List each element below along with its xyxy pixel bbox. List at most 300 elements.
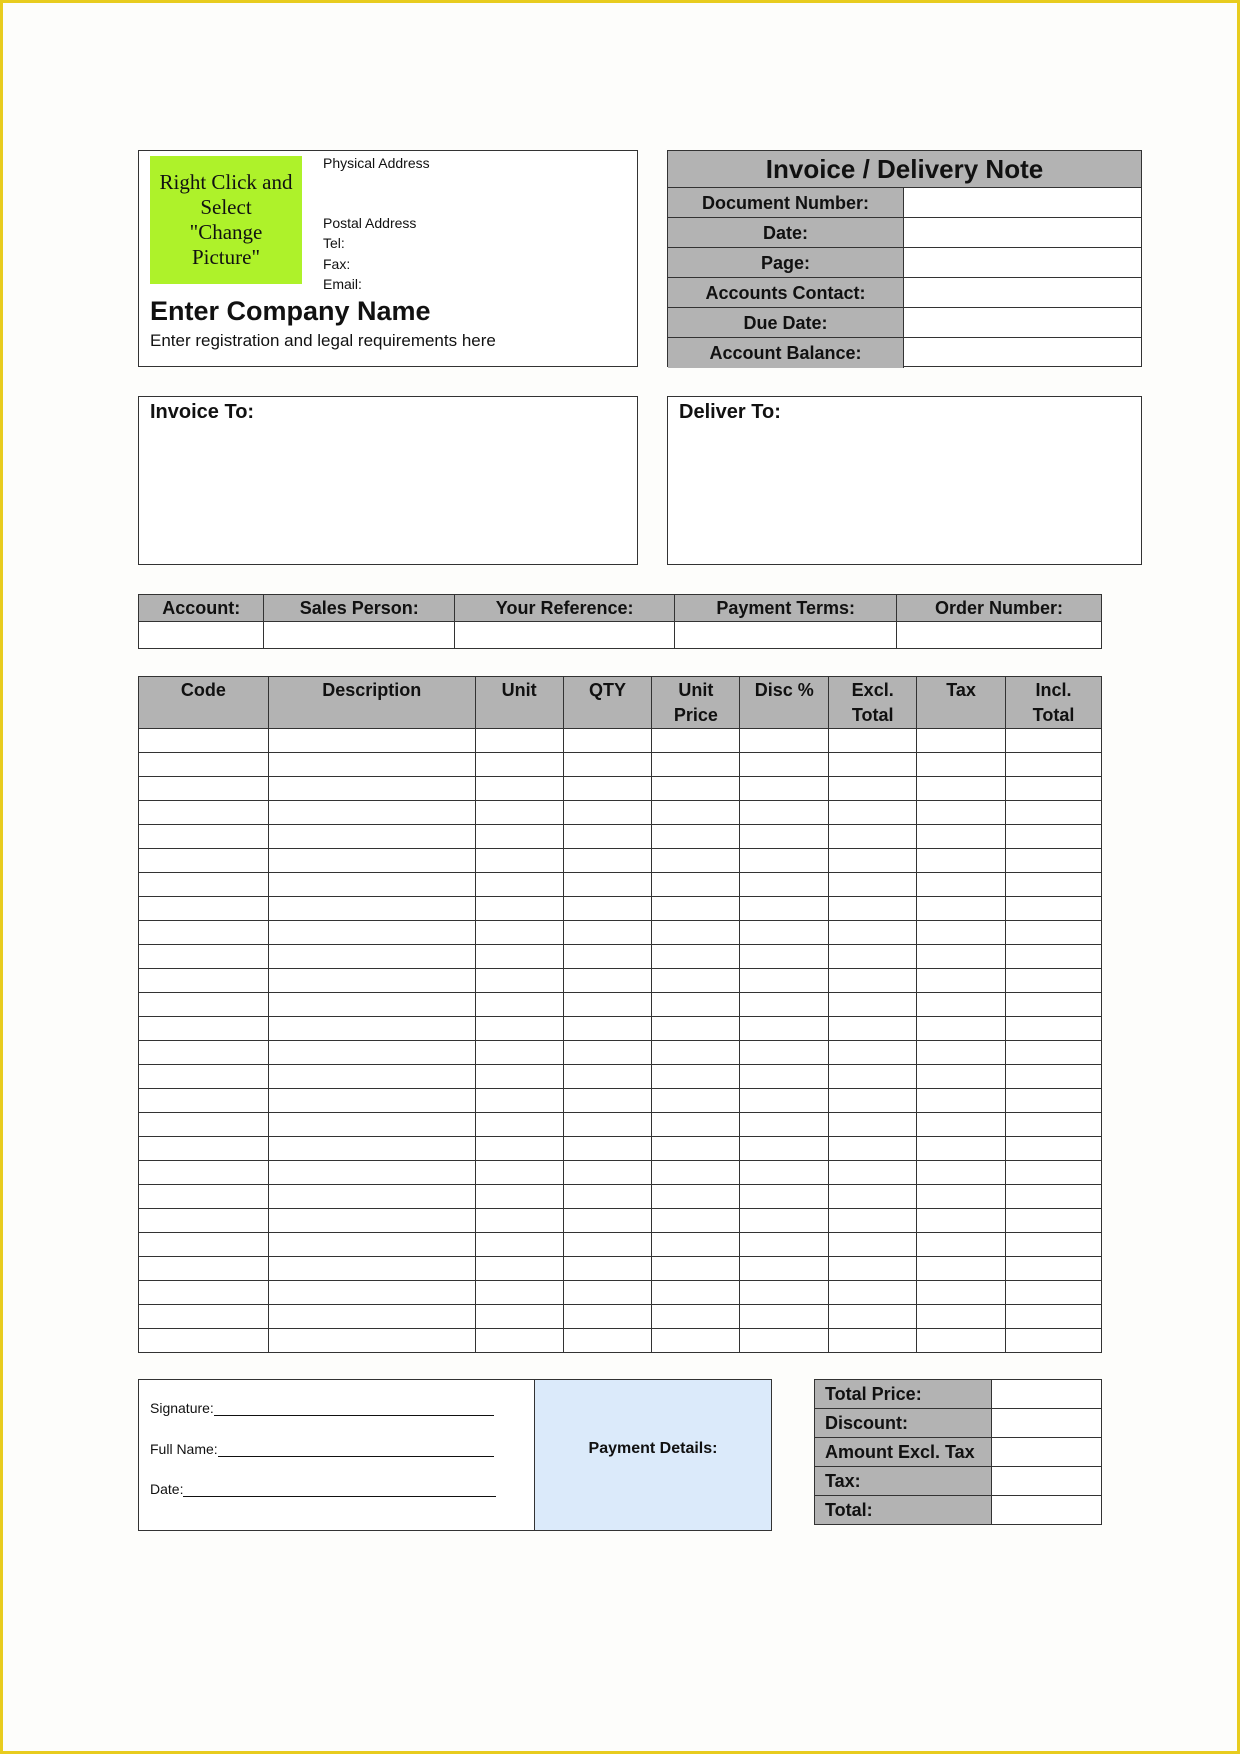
description-cell[interactable] <box>268 897 475 921</box>
qty-cell[interactable] <box>563 1137 652 1161</box>
unit-cell[interactable] <box>475 1209 563 1233</box>
qty-cell[interactable] <box>563 801 652 825</box>
tel-label: Tel: <box>323 235 345 251</box>
incl-total-cell[interactable] <box>1006 1257 1102 1281</box>
code-cell[interactable] <box>139 1017 269 1041</box>
invoice-field-value[interactable] <box>905 278 1141 307</box>
qty-cell[interactable] <box>563 1089 652 1113</box>
description-cell[interactable] <box>268 1329 475 1353</box>
unit-cell[interactable] <box>475 897 563 921</box>
excl-total-cell[interactable] <box>829 1113 917 1137</box>
unit-cell[interactable] <box>475 849 563 873</box>
unit-price-cell[interactable] <box>652 921 740 945</box>
code-cell[interactable] <box>139 945 269 969</box>
incl-total-cell[interactable] <box>1006 1281 1102 1305</box>
table-row <box>139 1305 1102 1329</box>
code-cell[interactable] <box>139 1041 269 1065</box>
unit-cell[interactable] <box>475 1017 563 1041</box>
excl-total-cell[interactable] <box>829 1329 917 1353</box>
code-cell[interactable] <box>139 777 269 801</box>
code-cell[interactable] <box>139 969 269 993</box>
excl-total-cell[interactable] <box>829 753 917 777</box>
unit-cell[interactable] <box>475 1185 563 1209</box>
date-sig-label: Date: <box>150 1481 184 1497</box>
unit-price-cell[interactable] <box>652 1065 740 1089</box>
unit-price-cell[interactable] <box>652 1281 740 1305</box>
disc-percent-cell[interactable] <box>740 1185 829 1209</box>
unit-price-cell[interactable] <box>652 1329 740 1353</box>
qty-cell[interactable] <box>563 993 652 1017</box>
unit-price-cell[interactable] <box>652 1233 740 1257</box>
unit-cell[interactable] <box>475 1233 563 1257</box>
disc-percent-cell[interactable] <box>740 1329 829 1353</box>
code-cell[interactable] <box>139 993 269 1017</box>
description-cell[interactable] <box>268 825 475 849</box>
qty-cell[interactable] <box>563 1065 652 1089</box>
signature-field[interactable] <box>150 1400 494 1416</box>
table-row <box>139 945 1102 969</box>
code-cell[interactable] <box>139 1089 269 1113</box>
invoice-field-value[interactable] <box>905 308 1141 337</box>
unit-cell[interactable] <box>475 993 563 1017</box>
description-cell[interactable] <box>268 1113 475 1137</box>
unit-price-cell[interactable] <box>652 1305 740 1329</box>
qty-cell[interactable] <box>563 1305 652 1329</box>
qty-cell[interactable] <box>563 1113 652 1137</box>
code-cell[interactable] <box>139 1233 269 1257</box>
unit-cell[interactable] <box>475 1065 563 1089</box>
qty-cell[interactable] <box>563 1041 652 1065</box>
invoice-field-value[interactable] <box>905 338 1141 368</box>
accounts-contact-row <box>668 278 1141 308</box>
tax-total-value[interactable] <box>992 1467 1102 1496</box>
incl-total-cell[interactable] <box>1006 1017 1102 1041</box>
description-cell[interactable] <box>268 1233 475 1257</box>
unit-cell[interactable] <box>475 969 563 993</box>
incl-total-cell[interactable] <box>1006 1185 1102 1209</box>
description-cell[interactable] <box>268 1041 475 1065</box>
totals-table <box>814 1379 1102 1525</box>
unit-cell[interactable] <box>475 1113 563 1137</box>
incl-total-cell[interactable] <box>1006 849 1102 873</box>
unit-price-cell[interactable] <box>652 945 740 969</box>
description-cell[interactable] <box>268 1185 475 1209</box>
payment-details-box[interactable] <box>534 1379 772 1531</box>
excl-total-cell[interactable] <box>829 825 917 849</box>
table-row <box>139 1233 1102 1257</box>
code-cell[interactable] <box>139 921 269 945</box>
table-row <box>139 1209 1102 1233</box>
code-cell[interactable] <box>139 1113 269 1137</box>
unit-cell[interactable] <box>475 1041 563 1065</box>
excl-total-cell[interactable] <box>829 1233 917 1257</box>
disc-percent-cell[interactable] <box>740 945 829 969</box>
description-cell[interactable] <box>268 801 475 825</box>
tax-cell[interactable] <box>917 1113 1006 1137</box>
table-row <box>139 849 1102 873</box>
description-cell[interactable] <box>268 729 475 753</box>
disc-percent-cell[interactable] <box>740 1209 829 1233</box>
table-row <box>139 1041 1102 1065</box>
code-cell[interactable] <box>139 1257 269 1281</box>
incl-total-cell[interactable] <box>1006 1065 1102 1089</box>
tax-cell[interactable] <box>917 1137 1006 1161</box>
your-reference-cell[interactable] <box>455 622 675 649</box>
qty-cell[interactable] <box>563 1281 652 1305</box>
excl-total-cell[interactable] <box>829 1257 917 1281</box>
incl-total-cell[interactable] <box>1006 993 1102 1017</box>
unit-cell[interactable] <box>475 873 563 897</box>
invoice-to-box[interactable] <box>138 396 638 565</box>
discount-value[interactable] <box>992 1409 1102 1438</box>
code-cell[interactable] <box>139 729 269 753</box>
date-line[interactable] <box>183 1483 496 1497</box>
incl-total-cell[interactable] <box>1006 1209 1102 1233</box>
tax-cell[interactable] <box>917 753 1006 777</box>
excl-total-cell[interactable] <box>829 729 917 753</box>
incl-total-cell[interactable] <box>1006 1089 1102 1113</box>
qty-cell[interactable] <box>563 969 652 993</box>
unit-price-cell[interactable] <box>652 1113 740 1137</box>
disc-percent-cell[interactable] <box>740 993 829 1017</box>
disc-percent-cell[interactable] <box>740 825 829 849</box>
unit-cell[interactable] <box>475 753 563 777</box>
tax-cell[interactable] <box>917 1281 1006 1305</box>
table-row <box>139 969 1102 993</box>
qty-header: QTY <box>563 677 652 729</box>
tax-cell[interactable] <box>917 1233 1006 1257</box>
incl-total-cell[interactable] <box>1006 729 1102 753</box>
document-number-row <box>668 188 1141 218</box>
tax-cell[interactable] <box>917 1041 1006 1065</box>
qty-cell[interactable] <box>563 1257 652 1281</box>
unit-price-cell[interactable] <box>652 1161 740 1185</box>
tax-cell[interactable] <box>917 969 1006 993</box>
unit-price-cell[interactable] <box>652 1041 740 1065</box>
tax-cell[interactable] <box>917 897 1006 921</box>
disc-percent-cell[interactable] <box>740 1137 829 1161</box>
code-cell[interactable] <box>139 1137 269 1161</box>
unit-price-cell[interactable] <box>652 849 740 873</box>
full-name-line[interactable] <box>218 1443 494 1457</box>
unit-cell[interactable] <box>475 1137 563 1161</box>
description-header: Description <box>268 677 475 729</box>
payment-terms-cell[interactable] <box>675 622 897 649</box>
company-registration[interactable]: Enter registration and legal requirements here <box>150 331 496 350</box>
excl-total-cell[interactable] <box>829 1041 917 1065</box>
excl-total-cell[interactable] <box>829 1089 917 1113</box>
table-row <box>139 1113 1102 1137</box>
description-cell[interactable] <box>268 993 475 1017</box>
incl-total-cell[interactable] <box>1006 873 1102 897</box>
grand-total-label: Total: <box>815 1496 992 1525</box>
unit-price-cell[interactable] <box>652 1257 740 1281</box>
tax-cell[interactable] <box>917 825 1006 849</box>
description-cell[interactable] <box>268 1209 475 1233</box>
unit-cell[interactable] <box>475 1329 563 1353</box>
tax-cell[interactable] <box>917 1017 1006 1041</box>
incl-total-cell[interactable] <box>1006 897 1102 921</box>
order-number-cell[interactable] <box>897 622 1102 649</box>
excl-total-cell[interactable] <box>829 849 917 873</box>
company-name[interactable]: Enter Company Name <box>150 296 431 326</box>
incl-total-cell[interactable] <box>1006 825 1102 849</box>
incl-total-cell[interactable] <box>1006 1305 1102 1329</box>
excl-total-cell[interactable] <box>829 1305 917 1329</box>
unit-price-header: Unit Price <box>652 677 740 729</box>
tax-cell[interactable] <box>917 1329 1006 1353</box>
date-field[interactable] <box>150 1481 496 1497</box>
disc-percent-cell[interactable] <box>740 729 829 753</box>
invoice-field-value[interactable] <box>905 218 1141 247</box>
qty-cell[interactable] <box>563 897 652 921</box>
disc-percent-cell[interactable] <box>740 801 829 825</box>
tax-cell[interactable] <box>917 945 1006 969</box>
qty-cell[interactable] <box>563 729 652 753</box>
disc-percent-cell[interactable] <box>740 1113 829 1137</box>
code-cell[interactable] <box>139 825 269 849</box>
table-row <box>139 1185 1102 1209</box>
description-cell[interactable] <box>268 1137 475 1161</box>
excl-total-cell[interactable] <box>829 1209 917 1233</box>
description-cell[interactable] <box>268 777 475 801</box>
tax-cell[interactable] <box>917 729 1006 753</box>
disc-percent-cell[interactable] <box>740 849 829 873</box>
description-cell[interactable] <box>268 1305 475 1329</box>
code-cell[interactable] <box>139 753 269 777</box>
code-cell[interactable] <box>139 1065 269 1089</box>
unit-header: Unit <box>475 677 563 729</box>
code-cell[interactable] <box>139 849 269 873</box>
disc-percent-cell[interactable] <box>740 1233 829 1257</box>
unit-price-cell[interactable] <box>652 801 740 825</box>
disc-percent-cell[interactable] <box>740 1305 829 1329</box>
unit-price-cell[interactable] <box>652 729 740 753</box>
qty-cell[interactable] <box>563 921 652 945</box>
code-cell[interactable] <box>139 1209 269 1233</box>
tax-cell[interactable] <box>917 1185 1006 1209</box>
line-items-body <box>139 729 1102 1353</box>
tax-cell[interactable] <box>917 1089 1006 1113</box>
incl-total-cell[interactable] <box>1006 1137 1102 1161</box>
incl-total-cell[interactable] <box>1006 1041 1102 1065</box>
qty-cell[interactable] <box>563 1017 652 1041</box>
tax-cell[interactable] <box>917 1065 1006 1089</box>
qty-cell[interactable] <box>563 1329 652 1353</box>
excl-total-cell[interactable] <box>829 1017 917 1041</box>
incl-total-cell[interactable] <box>1006 1161 1102 1185</box>
excl-total-cell[interactable] <box>829 945 917 969</box>
excl-total-cell[interactable] <box>829 873 917 897</box>
code-cell[interactable] <box>139 1305 269 1329</box>
tax-cell[interactable] <box>917 1305 1006 1329</box>
table-row <box>139 897 1102 921</box>
qty-cell[interactable] <box>563 753 652 777</box>
unit-cell[interactable] <box>475 1257 563 1281</box>
excl-total-cell[interactable] <box>829 1185 917 1209</box>
unit-price-cell[interactable] <box>652 777 740 801</box>
unit-price-cell[interactable] <box>652 969 740 993</box>
description-cell[interactable] <box>268 1065 475 1089</box>
code-cell[interactable] <box>139 1161 269 1185</box>
tax-cell[interactable] <box>917 1257 1006 1281</box>
qty-cell[interactable] <box>563 825 652 849</box>
disc-percent-cell[interactable] <box>740 753 829 777</box>
account-cell[interactable] <box>139 622 264 649</box>
deliver-to-label: Deliver To: <box>679 401 781 423</box>
disc-percent-cell[interactable] <box>740 1089 829 1113</box>
signature-block <box>138 1379 772 1531</box>
unit-price-cell[interactable] <box>652 1089 740 1113</box>
description-cell[interactable] <box>268 945 475 969</box>
description-cell[interactable] <box>268 1161 475 1185</box>
description-cell[interactable] <box>268 969 475 993</box>
total-price-value[interactable] <box>992 1380 1102 1409</box>
tax-cell[interactable] <box>917 873 1006 897</box>
description-cell[interactable] <box>268 1281 475 1305</box>
disc-percent-cell[interactable] <box>740 1017 829 1041</box>
tax-cell[interactable] <box>917 993 1006 1017</box>
grand-total-value[interactable] <box>992 1496 1102 1525</box>
qty-cell[interactable] <box>563 1185 652 1209</box>
incl-total-cell[interactable] <box>1006 1329 1102 1353</box>
qty-cell[interactable] <box>563 1233 652 1257</box>
incl-total-cell[interactable] <box>1006 1233 1102 1257</box>
unit-cell[interactable] <box>475 1305 563 1329</box>
incl-total-cell[interactable] <box>1006 945 1102 969</box>
excl-total-cell[interactable] <box>829 1281 917 1305</box>
full-name-field[interactable] <box>150 1441 494 1457</box>
excl-total-cell[interactable] <box>829 1137 917 1161</box>
page-row <box>668 248 1141 278</box>
amount-excl-tax-label: Amount Excl. Tax <box>815 1438 992 1467</box>
disc-percent-cell[interactable] <box>740 777 829 801</box>
unit-cell[interactable] <box>475 801 563 825</box>
code-cell[interactable] <box>139 1185 269 1209</box>
unit-price-cell[interactable] <box>652 1017 740 1041</box>
unit-cell[interactable] <box>475 1281 563 1305</box>
code-cell[interactable] <box>139 1281 269 1305</box>
unit-cell[interactable] <box>475 777 563 801</box>
unit-cell[interactable] <box>475 729 563 753</box>
table-row <box>139 825 1102 849</box>
unit-price-cell[interactable] <box>652 993 740 1017</box>
excl-total-cell[interactable] <box>829 1161 917 1185</box>
code-cell[interactable] <box>139 1329 269 1353</box>
account-header: Account: <box>139 595 264 622</box>
code-cell[interactable] <box>139 801 269 825</box>
excl-total-cell[interactable] <box>829 801 917 825</box>
invoice-field-value[interactable] <box>905 188 1141 217</box>
deliver-to-box[interactable] <box>667 396 1142 565</box>
qty-cell[interactable] <box>563 873 652 897</box>
excl-total-cell[interactable] <box>829 897 917 921</box>
order-number-header: Order Number: <box>897 595 1102 622</box>
amount-excl-tax-value[interactable] <box>992 1438 1102 1467</box>
unit-price-cell[interactable] <box>652 873 740 897</box>
disc-percent-cell[interactable] <box>740 1281 829 1305</box>
excl-total-cell[interactable] <box>829 777 917 801</box>
description-cell[interactable] <box>268 1257 475 1281</box>
unit-price-cell[interactable] <box>652 1185 740 1209</box>
incl-total-cell[interactable] <box>1006 969 1102 993</box>
excl-total-cell[interactable] <box>829 969 917 993</box>
qty-cell[interactable] <box>563 777 652 801</box>
signature-line[interactable] <box>214 1402 494 1416</box>
unit-price-cell[interactable] <box>652 753 740 777</box>
due-date-label: Due Date: <box>668 308 904 337</box>
sales-person-cell[interactable] <box>264 622 455 649</box>
description-cell[interactable] <box>268 849 475 873</box>
incl-total-cell[interactable] <box>1006 1113 1102 1137</box>
incl-total-cell[interactable] <box>1006 777 1102 801</box>
company-logo-placeholder[interactable]: Right Click and Select "Change Picture" <box>150 156 302 284</box>
description-cell[interactable] <box>268 753 475 777</box>
unit-cell[interactable] <box>475 825 563 849</box>
date-row <box>668 218 1141 248</box>
excl-total-header: Excl. Total <box>829 677 917 729</box>
unit-price-cell[interactable] <box>652 897 740 921</box>
invoice-to-label: Invoice To: <box>150 401 255 423</box>
qty-cell[interactable] <box>563 1161 652 1185</box>
invoice-field-value[interactable] <box>905 248 1141 277</box>
tax-cell[interactable] <box>917 777 1006 801</box>
description-cell[interactable] <box>268 1089 475 1113</box>
disc-percent-cell[interactable] <box>740 1161 829 1185</box>
disc-percent-cell[interactable] <box>740 921 829 945</box>
excl-total-cell[interactable] <box>829 993 917 1017</box>
unit-cell[interactable] <box>475 1161 563 1185</box>
table-row <box>139 1089 1102 1113</box>
unit-cell[interactable] <box>475 921 563 945</box>
disc-percent-cell[interactable] <box>740 873 829 897</box>
table-row <box>139 801 1102 825</box>
unit-cell[interactable] <box>475 945 563 969</box>
disc-percent-cell[interactable] <box>740 1041 829 1065</box>
disc-percent-cell[interactable] <box>740 1065 829 1089</box>
incl-total-cell[interactable] <box>1006 753 1102 777</box>
qty-cell[interactable] <box>563 945 652 969</box>
tax-cell[interactable] <box>917 921 1006 945</box>
unit-price-cell[interactable] <box>652 825 740 849</box>
signature-label: Signature: <box>150 1400 214 1416</box>
disc-percent-cell[interactable] <box>740 969 829 993</box>
disc-percent-cell[interactable] <box>740 1257 829 1281</box>
description-cell[interactable] <box>268 1017 475 1041</box>
excl-total-cell[interactable] <box>829 1065 917 1089</box>
qty-cell[interactable] <box>563 849 652 873</box>
description-cell[interactable] <box>268 873 475 897</box>
tax-cell[interactable] <box>917 1209 1006 1233</box>
code-cell[interactable] <box>139 873 269 897</box>
tax-cell[interactable] <box>917 801 1006 825</box>
unit-price-cell[interactable] <box>652 1137 740 1161</box>
description-cell[interactable] <box>268 921 475 945</box>
table-row <box>139 753 1102 777</box>
account-balance-row <box>668 338 1141 368</box>
unit-cell[interactable] <box>475 1089 563 1113</box>
tax-cell[interactable] <box>917 849 1006 873</box>
code-cell[interactable] <box>139 897 269 921</box>
disc-percent-cell[interactable] <box>740 897 829 921</box>
incl-total-cell[interactable] <box>1006 921 1102 945</box>
tax-cell[interactable] <box>917 1161 1006 1185</box>
qty-cell[interactable] <box>563 1209 652 1233</box>
excl-total-cell[interactable] <box>829 921 917 945</box>
table-row <box>139 1017 1102 1041</box>
incl-total-cell[interactable] <box>1006 801 1102 825</box>
unit-price-cell[interactable] <box>652 1209 740 1233</box>
